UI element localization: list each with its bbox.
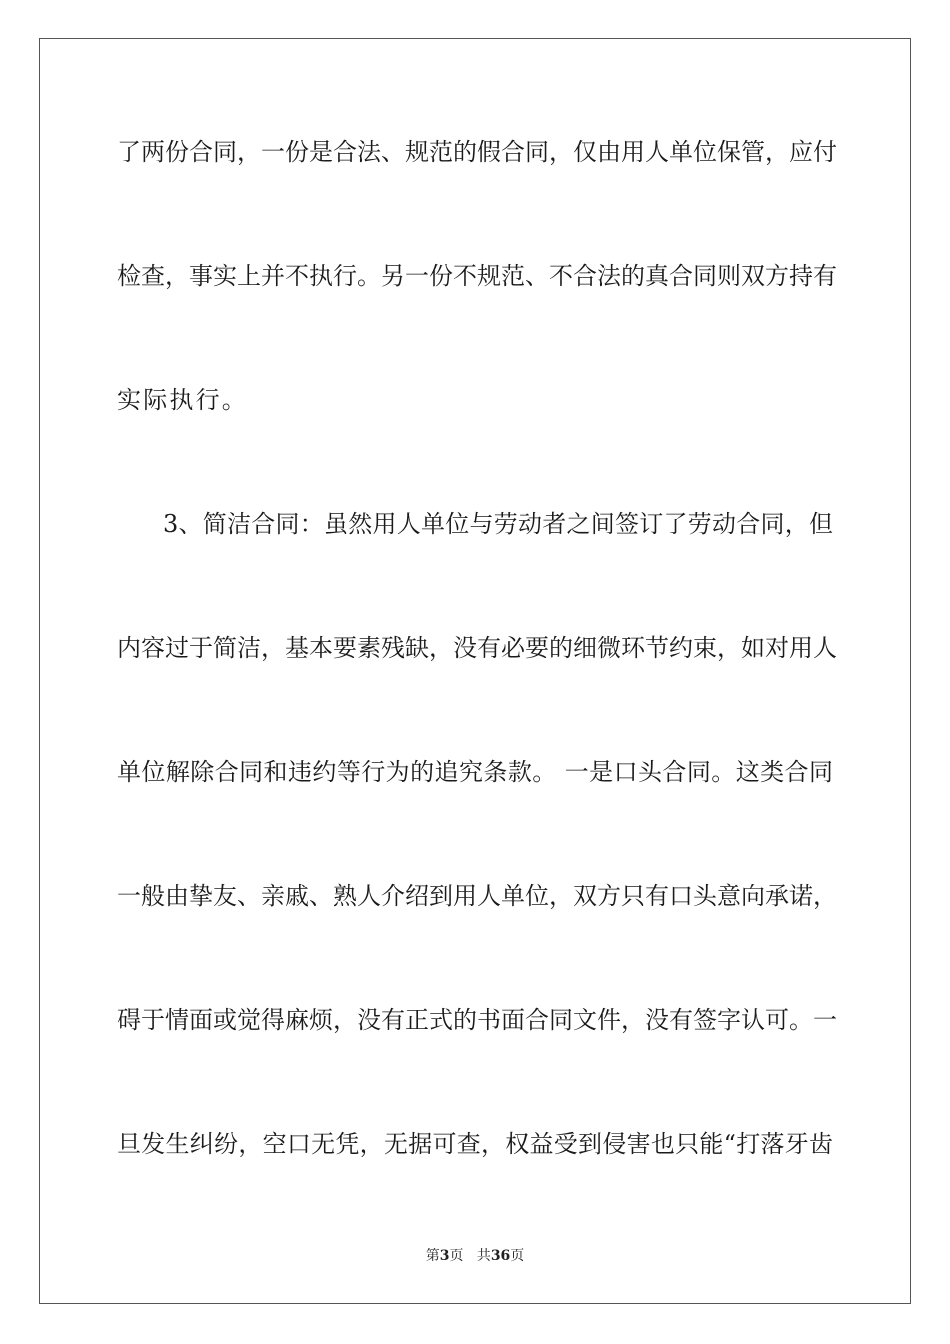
page-footer (0, 1247, 950, 1265)
footer-total-suffix: 页 (510, 1248, 525, 1264)
text-line-6: 单位解除合同和违约等行为的追究条款。 一是口头合同。这类合同 (117, 758, 833, 786)
footer-page-prefix: 第 (425, 1248, 440, 1264)
text-line-2: 检查，事实上并不执行。另一份不规范、不合法的真合同则双方持有 (117, 262, 837, 290)
text-line-5: 内容过于简洁，基本要素残缺，没有必要的细微环节约束，如对用人 (117, 634, 837, 662)
text-line-8: 碍于情面或觉得麻烦，没有正式的书面合同文件，没有签字认可。一 (117, 1006, 837, 1034)
footer-total-pages: 36 (490, 1248, 511, 1264)
page-frame (39, 38, 911, 1304)
footer-page-number: 3 (439, 1248, 450, 1264)
footer-total-prefix: 共 (476, 1248, 491, 1264)
text-line-9: 旦发生纠纷，空口无凭，无据可查，权益受到侵害也只能“打落牙齿 (117, 1130, 833, 1158)
text-line-1: 了两份合同，一份是合法、规范的假合同，仅由用人单位保管，应付 (117, 138, 837, 166)
footer-page-suffix: 页 (449, 1248, 464, 1264)
text-line-7: 一般由挚友、亲戚、熟人介绍到用人单位，双方只有口头意向承诺， (117, 882, 837, 910)
text-line-3: 实际执行。 (117, 386, 248, 414)
text-line-4: 3、简洁合同：虽然用人单位与劳动者之间签订了劳动合同，但 (163, 510, 833, 538)
